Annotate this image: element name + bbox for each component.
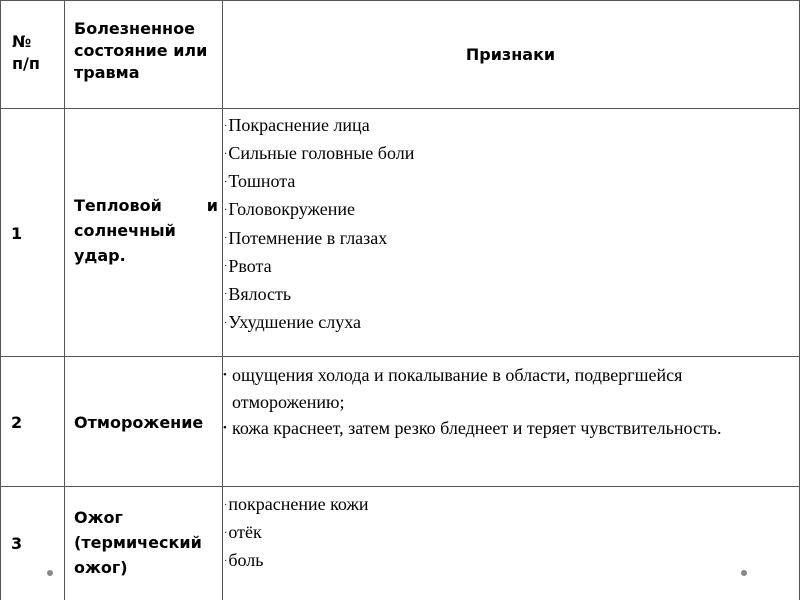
- list-item: [224, 168, 798, 196]
- row-condition-label: Ожог (термический ожог): [74, 508, 202, 577]
- sign-text: Покраснение лица: [228, 115, 370, 135]
- sign-text: ощущения холода и покалывание в области, подвергшейся отморожению;: [232, 365, 683, 412]
- row-signs: [224, 491, 798, 575]
- bullet-dot: ·: [224, 148, 228, 160]
- row-number: [11, 534, 22, 553]
- list-item: [224, 196, 798, 224]
- bullet-dot: ·: [224, 261, 228, 273]
- header-number-label: № п/п: [12, 32, 40, 73]
- sign-text: Сильные головные боли: [228, 143, 415, 164]
- row-number: [11, 413, 22, 432]
- row-condition: [74, 505, 222, 580]
- row-number-label: 3: [11, 534, 23, 553]
- list-item: [224, 491, 798, 519]
- row-condition-label: Отморожение: [74, 413, 204, 432]
- signs-list: [222, 362, 796, 442]
- header-condition-label: Болезненное состояние или травма: [74, 19, 208, 82]
- list-item: [224, 140, 798, 168]
- sign-text: покраснение кожи: [228, 494, 369, 514]
- list-item: [224, 547, 798, 575]
- sign-text: Ухудшение слуха: [228, 311, 361, 332]
- bullet-dot: ·: [224, 499, 228, 511]
- row-condition: [74, 410, 222, 435]
- list-item: [224, 309, 798, 337]
- row-condition: [74, 193, 218, 268]
- bullet-dot: ·: [224, 233, 228, 245]
- sign-text: Тошнота: [228, 171, 296, 192]
- header-signs-label: Признаки: [465, 45, 556, 64]
- sign-text: Головокружение: [228, 199, 356, 220]
- signs-list: [224, 112, 798, 337]
- bullet-dot: ·: [224, 317, 228, 329]
- list-item: [222, 362, 796, 415]
- sign-text: Потемнение в глазах: [228, 227, 388, 248]
- column-divider: [64, 0, 65, 600]
- column-divider: [0, 0, 1, 600]
- row-signs: [224, 112, 798, 337]
- bullet-dot: ·: [224, 120, 228, 132]
- sign-text: боль: [228, 550, 264, 571]
- bullet-dot: ·: [224, 205, 228, 216]
- bullet-dot: •: [223, 369, 227, 381]
- row-number: [11, 224, 22, 243]
- list-item: [224, 112, 798, 140]
- sign-text: кожа краснеет, затем резко бледнеет и теряет чувствительность.: [232, 418, 722, 438]
- header-signs: [222, 44, 799, 66]
- bullet-dot: ·: [224, 289, 228, 301]
- row-number-label: 1: [11, 224, 23, 243]
- bullet-dot: ·: [224, 176, 228, 188]
- row-number-label: 2: [11, 413, 23, 432]
- list-item: [224, 281, 798, 309]
- column-divider: [222, 0, 223, 600]
- header-number: [12, 31, 52, 75]
- sign-text: отёк: [228, 522, 262, 543]
- list-item: [222, 415, 796, 442]
- decorative-dot: [47, 570, 53, 576]
- bullet-dot: ·: [224, 555, 228, 567]
- decorative-dot: [741, 570, 747, 576]
- row-condition-label: Тепловой и солнечный удар.: [74, 196, 218, 265]
- bullet-dot: •: [223, 422, 227, 434]
- sign-text: Рвота: [228, 255, 272, 276]
- sign-text: Вялость: [228, 283, 292, 304]
- row-signs: [222, 362, 796, 442]
- header-condition: [74, 18, 220, 84]
- list-item: [224, 519, 798, 547]
- signs-list: [224, 491, 798, 575]
- list-item: [224, 225, 798, 253]
- bullet-dot: ·: [224, 527, 228, 539]
- list-item: [224, 253, 798, 281]
